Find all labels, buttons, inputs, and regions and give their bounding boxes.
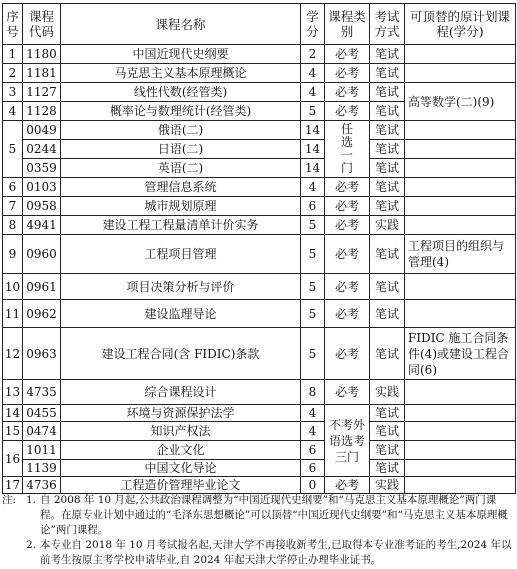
cell-name: 中国文化导论 [61,460,301,477]
cell-code: 1011 [23,441,61,460]
cell-replace [405,216,516,235]
cell-seq: 1 [3,45,23,64]
cell-seq: 2 [3,64,23,83]
table-row [3,274,516,300]
cell-code: 0961 [23,274,61,300]
table-row [3,121,516,140]
cell-seq: 13 [3,380,23,405]
footnote-text: 自 2008 年 10 月起,公共政治课程调整为“中国近现代史纲要”和“马克思主义基本原理概论”两门课程。在原专业计划中通过的“毛泽东思想概论”可以顶替“中国近现代史纲要”和“马克思主义基本原理概论”两门课程。 [40,494,508,536]
cell-exam: 笔试 [370,460,405,477]
cell-credit: 4 [301,405,325,422]
table-row [3,422,516,441]
cell-code: 0958 [23,197,61,216]
table-row [3,405,516,422]
cell-credit: 5 [301,102,325,121]
cell-exam: 笔试 [370,83,405,102]
cell-code: 0103 [23,178,61,197]
cell-code: 1127 [23,83,61,102]
table-row [3,216,516,235]
cell-replace [405,460,516,477]
cell-exam: 笔试 [370,405,405,422]
cell-category: 必考 [325,45,370,64]
header-name: 课程名称 [61,4,301,45]
table-row [3,45,516,64]
cell-replace [405,405,516,422]
cell-exam: 笔试 [370,235,405,274]
cell-exam: 实践 [370,216,405,235]
table-row [3,178,516,197]
cell-category: 必考 [325,64,370,83]
cell-replace [405,441,516,460]
cell-credit: 14 [301,140,325,159]
cell-credit: 6 [301,441,325,460]
cell-code: 0244 [23,140,61,159]
table-row [3,159,516,178]
cell-name: 城市规划原理 [61,197,301,216]
footnote-label: 注: [2,494,17,506]
cell-credit: 2 [301,45,325,64]
footnote-item [2,493,514,538]
cell-credit: 14 [301,121,325,140]
cell-seq: 10 [3,274,23,300]
cell-exam: 实践 [370,380,405,405]
cell-code: 0963 [23,328,61,380]
cell-code: 1181 [23,64,61,83]
cell-code: 1139 [23,460,61,477]
cell-exam: 笔试 [370,197,405,216]
cell-seq: 16 [3,441,23,477]
cell-seq: 15 [3,422,23,441]
cell-credit: 4 [301,83,325,102]
cell-exam: 笔试 [370,121,405,140]
cell-name: 项目决策分析与评价 [61,274,301,300]
header-seq: 序号 [3,4,23,45]
table-row [3,460,516,477]
cell-credit: 8 [301,380,325,405]
cell-code: 0359 [23,159,61,178]
cell-credit: 6 [301,460,325,477]
cell-seq: 11 [3,300,23,328]
cell-replace [405,197,516,216]
cell-replace: 工程项目的组织与管理(4) [405,235,516,274]
table-row [3,441,516,460]
cell-name: 知识产权法 [61,422,301,441]
cell-replace [405,380,516,405]
cell-credit: 5 [301,216,325,235]
cell-credit: 5 [301,328,325,380]
cell-name: 工程造价管理毕业论文 [61,477,301,494]
cell-category: 必考 [325,477,370,494]
cell-replace [405,300,516,328]
cell-credit: 0 [301,477,325,494]
course-table [2,3,516,494]
cell-code: 0960 [23,235,61,274]
cell-code: 0474 [23,422,61,441]
cell-seq: 8 [3,216,23,235]
footnote-number: 1. [26,494,37,506]
cell-seq: 6 [3,178,23,197]
footnote-text: 本专业自 2018 年 10 月考试报名起,天津大学不再接收新考生,已取得本专业准考证的考生,2024 年以前考生按原主考学校申请毕业,自 2024 年起天津大学停止办理毕业证书。 [40,539,512,566]
cell-exam: 笔试 [370,422,405,441]
cell-code: 4735 [23,380,61,405]
cell-code: 4736 [23,477,61,494]
header-category: 课程类别 [325,4,370,45]
cell-category: 必考 [325,197,370,216]
table-row [3,328,516,380]
table-row [3,300,516,328]
cell-category: 必考 [325,380,370,405]
header-exam: 考试方式 [370,4,405,45]
cell-seq: 12 [3,328,23,380]
footnote-item [2,538,514,568]
cell-replace [405,477,516,494]
cell-category: 必考 [325,83,370,102]
cell-name: 马克思主义基本原理概论 [61,64,301,83]
cell-seq: 4 [3,102,23,121]
table-row [3,197,516,216]
cell-category-elective: 任选一门 [325,121,370,178]
cell-name: 企业文化 [61,441,301,460]
cell-name: 环境与资源保护法学 [61,405,301,422]
table-row [3,140,516,159]
cell-replace: FIDIC 施工合同条件(4)或建设工程合同(6) [405,328,516,380]
table-row [3,64,516,83]
cell-category-no-foreign: 不考外语选考三门 [325,405,370,477]
cell-name: 建设工程工程量清单计价实务 [61,216,301,235]
cell-category: 必考 [325,300,370,328]
cell-exam: 笔试 [370,64,405,83]
header-replace: 可顶替的原计划课程(学分) [405,4,516,45]
cell-credit: 14 [301,159,325,178]
cell-category: 必考 [325,328,370,380]
table-row [3,235,516,274]
table-row [3,380,516,405]
cell-code: 4941 [23,216,61,235]
cell-credit: 4 [301,422,325,441]
cell-name: 中国近现代史纲要 [61,45,301,64]
cell-name: 管理信息系统 [61,178,301,197]
cell-exam: 笔试 [370,159,405,178]
cell-name: 工程项目管理 [61,235,301,274]
cell-code: 0049 [23,121,61,140]
cell-replace [405,64,516,83]
header-credit: 学分 [301,4,325,45]
cell-exam: 笔试 [370,140,405,159]
cell-seq: 5 [3,121,23,178]
header-code: 课程代码 [23,4,61,45]
cell-credit: 5 [301,235,325,274]
cell-exam: 笔试 [370,300,405,328]
cell-replace [405,140,516,159]
cell-exam: 笔试 [370,441,405,460]
cell-code: 0962 [23,300,61,328]
header-row [3,4,516,45]
cell-seq: 7 [3,197,23,216]
cell-name: 英语(二) [61,159,301,178]
cell-code: 0455 [23,405,61,422]
cell-replace [405,45,516,64]
cell-replace [405,159,516,178]
cell-category: 必考 [325,102,370,121]
cell-name: 日语(二) [61,140,301,159]
cell-name: 线性代数(经管类) [61,83,301,102]
table-row [3,83,516,102]
cell-category: 必考 [325,178,370,197]
cell-name: 概率论与数理统计(经管类) [61,102,301,121]
cell-seq: 9 [3,235,23,274]
cell-replace-math: 高等数学(二)(9) [405,83,516,121]
cell-exam: 笔试 [370,328,405,380]
cell-category: 必考 [325,274,370,300]
cell-credit: 5 [301,274,325,300]
footnotes [2,493,514,568]
table-row [3,477,516,494]
cell-exam: 笔试 [370,102,405,121]
cell-category: 必考 [325,216,370,235]
cell-code: 1180 [23,45,61,64]
cell-replace [405,178,516,197]
cell-credit: 5 [301,300,325,328]
cell-replace [405,422,516,441]
cell-category: 必考 [325,235,370,274]
cell-seq: 17 [3,477,23,494]
cell-replace [405,121,516,140]
cell-seq: 14 [3,405,23,422]
cell-credit: 6 [301,197,325,216]
cell-name: 综合课程设计 [61,380,301,405]
cell-name: 建设监理导论 [61,300,301,328]
cell-exam: 笔试 [370,274,405,300]
cell-replace [405,274,516,300]
footnote-number: 2. [26,539,37,551]
cell-name: 建设工程合同(含 FIDIC)条款 [61,328,301,380]
cell-credit: 4 [301,64,325,83]
cell-name: 俄语(二) [61,121,301,140]
cell-code: 1128 [23,102,61,121]
cell-exam: 笔试 [370,178,405,197]
cell-seq: 3 [3,83,23,102]
cell-exam: 实践 [370,477,405,494]
cell-credit: 4 [301,178,325,197]
cell-exam: 笔试 [370,45,405,64]
